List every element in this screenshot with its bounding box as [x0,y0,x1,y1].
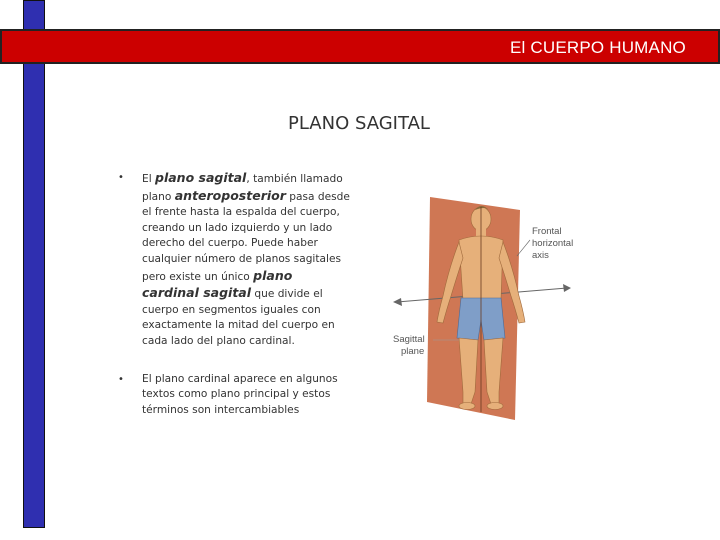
bullet-text: El plano sagital, también llamado plano anteroposterior pasa desde el frente hasta la espalda del cuerpo, creando un lado izquierdo y un lado derecho del cuerpo. Puede haber cualquier número de planos sagitales pero existe un único plano cardinal sagital que divide el cuerpo en segmentos iguales con exactamente la mitad del cuerpo en cada lado del plano cardinal. [142,170,350,347]
header-title: El CUERPO HUMANO [509,38,686,57]
left-accent-bar [23,0,45,528]
frontal-axis-arrowhead-left [393,298,402,306]
sagittal-plane-label-line1: Sagittal [393,334,425,345]
sagittal-plane-figure [385,192,585,422]
bullet-dot: • [118,373,124,385]
frontal-axis-label-line1: Frontal [532,226,562,237]
bullet-dot: • [118,172,124,183]
bullet-item [118,372,353,419]
frontal-axis-arrowhead-right [563,284,571,292]
frontal-axis-label-line3: axis [532,250,549,261]
slide-title: PLANO SAGITAL [288,113,430,134]
bullet-item [118,170,353,350]
sagittal-plane-label-line2: plane [401,346,425,357]
bullet-text: El plano cardinal aparece en algunos textos como plano principal y estos términos son intercambiables [142,372,338,416]
bullet-list [118,170,353,440]
frontal-axis-label-line2: horizontal [532,238,574,249]
